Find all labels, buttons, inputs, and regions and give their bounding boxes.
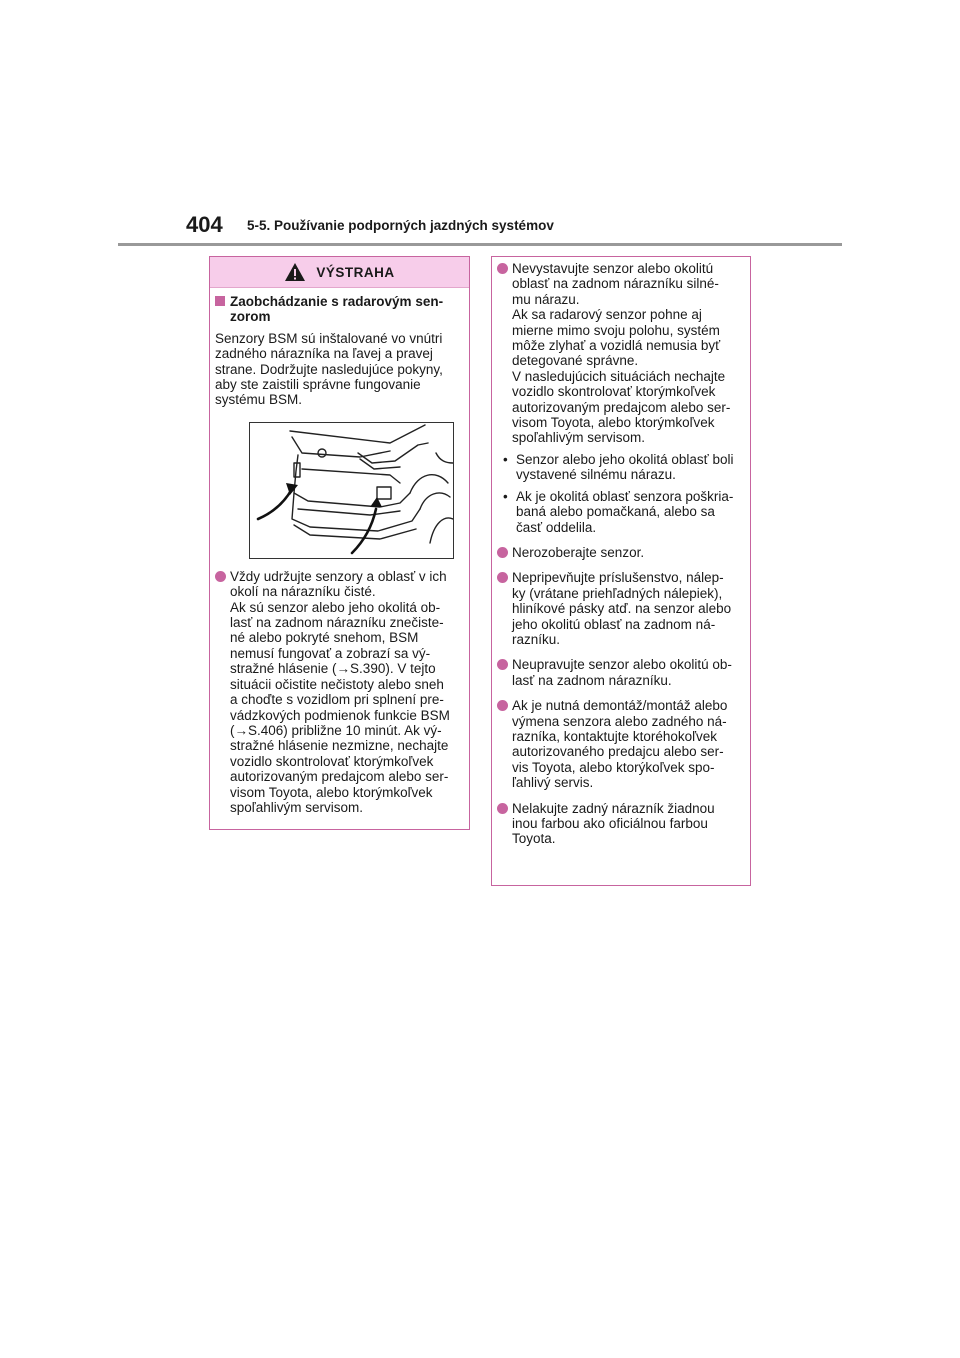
round-bullet-icon bbox=[497, 263, 508, 274]
bullet-item bbox=[497, 801, 744, 847]
bullet-item bbox=[215, 569, 463, 816]
header-divider bbox=[118, 243, 842, 246]
bullet-text: Nerozoberajte senzor. bbox=[512, 544, 645, 560]
bullet-item bbox=[497, 545, 744, 560]
warning-box-right bbox=[491, 256, 751, 886]
bullet-text: Nelakujte zadný nárazník žiadnou inou farbou ako oficiálnou farbou Toyota. bbox=[512, 800, 715, 847]
bullet-text: Neupravujte senzor alebo okolitú ob- lasť na zadnom nárazníku. bbox=[512, 657, 732, 688]
round-bullet-icon bbox=[497, 659, 508, 670]
round-bullet-icon bbox=[497, 700, 508, 711]
warning-header bbox=[210, 257, 469, 288]
warning-title: VÝSTRAHA bbox=[316, 264, 395, 280]
dash-item-text: Ak je okolitá oblasť senzora poškria- baná alebo pomačkaná, alebo sa časť oddelila. bbox=[516, 488, 734, 535]
dash-bullet-icon: • bbox=[503, 488, 508, 504]
subheading-text: Zaobchádzanie s radarovým sen- zorom bbox=[230, 294, 444, 325]
page-number: 404 bbox=[186, 212, 223, 237]
bullet-item bbox=[497, 261, 744, 446]
dash-list-item bbox=[503, 489, 744, 535]
dash-bullet-icon: • bbox=[503, 451, 508, 467]
section-title: 5-5. Používanie podporných jazdných systémov bbox=[247, 218, 554, 233]
warning-subheading bbox=[215, 294, 463, 325]
dash-list-item bbox=[503, 452, 744, 483]
round-bullet-icon bbox=[497, 547, 508, 558]
bullet-text: Nevystavujte senzor alebo okolitú oblasť na zadnom nárazníku silné- mu nárazu. Ak sa radarový senzor pohne aj mierne mimo svoju polohu, systém môže zlyhať a vozidlá nemusia byť detegované správne. V nasledujúcich situáciách nechajte vozidlo skontrolovať ktorýmkoľvek autorizovaným predajcom alebo ser- visom Toyota, alebo ktorýmkoľvek spoľahlivým servisom. bbox=[512, 261, 731, 446]
round-bullet-icon bbox=[215, 571, 226, 582]
bullet-item bbox=[497, 657, 744, 688]
round-bullet-icon bbox=[497, 803, 508, 814]
warning-triangle-icon bbox=[284, 262, 306, 282]
rear-bumper-drawing bbox=[250, 423, 453, 558]
bullet-text: Ak je nutná demontáž/montáž alebo výmena senzora alebo zadného ná- razníka, kontaktujte ktoréhokoľvek autorizovaného predajcu alebo ser- vis Toyota, alebo ktorýkoľvek spo- ľahlivý servis. bbox=[512, 698, 728, 791]
bullet-item bbox=[497, 570, 744, 647]
bullet-text: Nepripevňujte príslušenstvo, nálep- ky (vrátane priehľadných nálepiek), hliníkové pásky atď. na senzor alebo jeho okolitú oblasť na zadnom ná- razníku. bbox=[512, 570, 732, 647]
rear-bumper-illustration bbox=[249, 422, 454, 559]
dash-item-text: Senzor alebo jeho okolitá oblasť boli vystavené silnému nárazu. bbox=[516, 451, 734, 483]
square-bullet-icon bbox=[215, 296, 225, 306]
bullet-text: Vždy udržujte senzory a oblasť v ich okolí na nárazníku čisté. Ak sú senzor alebo jeho okolitá ob- lasť na zadnom nárazníku znečiste- né alebo pokryté snehom, BSM nemusí fungovať a zobrazí sa vý- stražné hlásenie (→S.390). V tejto situácii očistite nečistoty alebo sneh a choďte s vozidlom pri splnení pre- vádzkových podmienok funkcie BSM (→S.406) približne 10 minút. Ak vý- stražné hlásenie nezmizne, nechajte vozidlo skontrolovať ktorýmkoľvek autorizovaným predajcom alebo ser- visom Toyota, alebo ktorýmkoľvek spoľahlivým servisom. bbox=[230, 568, 450, 815]
round-bullet-icon bbox=[497, 572, 508, 583]
intro-paragraph: Senzory BSM sú inštalované vo vnútri zadného nárazníka na ľavej a pravej strane. Dodržujte nasledujúce pokyny, aby ste zaistili správne fungovanie systému BSM. bbox=[215, 330, 443, 408]
bullet-item bbox=[497, 698, 744, 790]
warning-box-left bbox=[209, 256, 470, 830]
